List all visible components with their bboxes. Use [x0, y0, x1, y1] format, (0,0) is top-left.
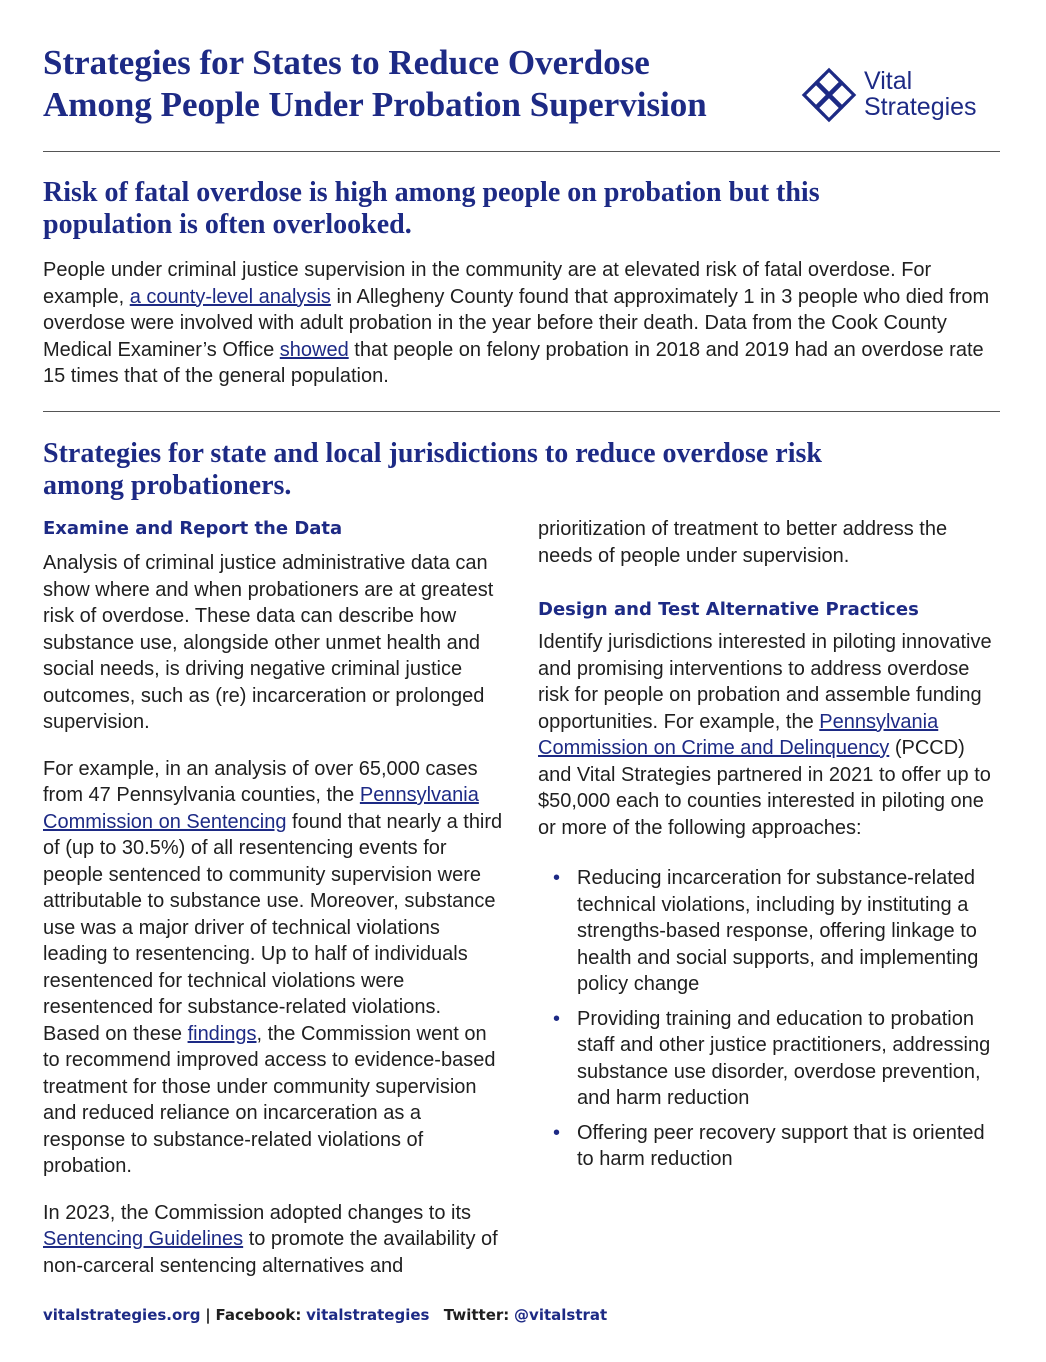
paragraph-analysis: Analysis of criminal justice administrative data can show where and when probationers are at greatest risk of overdose. These data can describe how substance use, alongside other unmet health and social needs, is driving negative criminal justice outcomes, such as (re) incarceration or prolonged supervision. — [43, 552, 494, 733]
bullet-icon: • — [553, 1007, 561, 1030]
heading-examine-data: Examine and Report the Data — [43, 518, 343, 539]
intro-text-c: that people on felony probation in 2018 and 2019 had an overdose rate 15 times that of the general population. — [43, 338, 984, 387]
facebook-label: Facebook: — [215, 1306, 302, 1324]
intro-paragraph — [43, 257, 1000, 390]
example-text-c: , the Commission went on to recommend improved access to evidence-based treatment for those under community supervision and reduced reliance on incarceration as a response to substance-related violations of probation. — [43, 1022, 496, 1177]
intro-text-b: in Allegheny County found that approximately 1 in 3 people who died from overdose were involved with adult probation in the year before their death. Data from the Cook County Medical Examiner’s Office — [43, 285, 990, 361]
showed-link[interactable]: showed — [279, 338, 349, 361]
footer-separator: | — [205, 1306, 211, 1324]
bullet-icon: • — [553, 867, 561, 889]
right-column — [538, 516, 1000, 1181]
section-heading-strategies: Strategies for state and local jurisdictions to reduce overdose risk among probationers. — [43, 438, 822, 501]
example-text-a: For example, in an analysis of over 65,000 cases from 47 Pennsylvania counties, the — [43, 757, 478, 806]
website-link[interactable]: vitalstrategies.org — [43, 1306, 201, 1324]
list-item — [538, 1120, 1000, 1173]
list-item-text: Reducing incarceration for substance-related technical violations, including by instituting a strengths-based response, offering linkage to health and social supports, and implementing policy change — [577, 867, 979, 995]
left-column — [43, 516, 503, 1279]
p2023-text-b: to promote the availability of non-carceral sentencing alternatives and — [43, 1228, 498, 1277]
title-line-2: Among People Under Probation Supervision — [43, 85, 707, 124]
sentencing-guidelines-link[interactable]: Sentencing Guidelines — [43, 1228, 244, 1250]
twitter-link[interactable]: @vitalstrat — [514, 1306, 608, 1324]
divider — [43, 411, 1000, 412]
footer — [43, 1306, 607, 1324]
example-text-b: found that nearly a third of (up to 30.5%) of all resentencing events for people sentenced to community supervision were attributable to substance use. Moreover, substance use was a major driver of technical violations leading to resentencing. Up to half of individuals resentenced for technical violations were resentenced for substance-related violations. Based on these — [43, 810, 503, 1045]
paragraph-continued: prioritization of treatment to better address the needs of people under supervision. — [538, 518, 948, 567]
paragraph-identify — [538, 629, 1000, 841]
list-item-text: Offering peer recovery support that is oriented to harm reduction — [577, 1121, 985, 1170]
section-heading-risk: Risk of fatal overdose is high among people on probation but this population is often overlooked. — [43, 177, 820, 240]
title-line-1: Strategies for States to Reduce Overdose — [43, 43, 650, 82]
logo-wordmark — [864, 68, 977, 120]
page-title — [43, 42, 803, 126]
intro-text-a: People under criminal justice supervision in the community are at elevated risk of fatal overdose. For example, — [43, 259, 932, 308]
pa-commission-sentencing-link[interactable]: Pennsylvania Commission on Sentencing — [43, 784, 479, 833]
bullet-icon: • — [553, 1121, 561, 1144]
p2023-text-a: In 2023, the Commission adopted changes to its — [43, 1201, 472, 1224]
identify-text-a: Identify jurisdictions interested in piloting innovative and promising interventions to address overdose risk for people on probation and assemble funding opportunities. For example, the — [538, 631, 992, 733]
list-item — [538, 1006, 1000, 1112]
pccd-link[interactable]: Pennsylvania Commission on Crime and Delinquency — [538, 710, 939, 759]
vital-strategies-lattice-icon — [800, 66, 858, 124]
findings-link[interactable]: findings — [187, 1022, 257, 1045]
heading-design-test: Design and Test Alternative Practices — [538, 599, 919, 620]
divider — [43, 151, 1000, 152]
list-item — [538, 865, 1000, 998]
identify-text-b: (PCCD) and Vital Strategies partnered in 2021 to offer up to $50,000 each to counties interested in piloting one or more of the following approaches: — [538, 737, 991, 839]
logo-line-2: Strategies — [864, 93, 977, 121]
approaches-list — [538, 865, 1000, 1173]
paragraph-2023 — [43, 1200, 503, 1280]
paragraph-example — [43, 756, 503, 1180]
vital-strategies-logo — [800, 64, 1000, 128]
list-item-text: Providing training and education to probation staff and other justice practitioners, addressing substance use disorder, overdose prevention, and harm reduction — [577, 1007, 991, 1109]
twitter-label: Twitter: — [443, 1306, 510, 1324]
logo-line-1: Vital — [864, 67, 913, 95]
facebook-link[interactable]: vitalstrategies — [306, 1306, 430, 1324]
county-analysis-link[interactable]: a county-level analysis — [129, 285, 331, 308]
